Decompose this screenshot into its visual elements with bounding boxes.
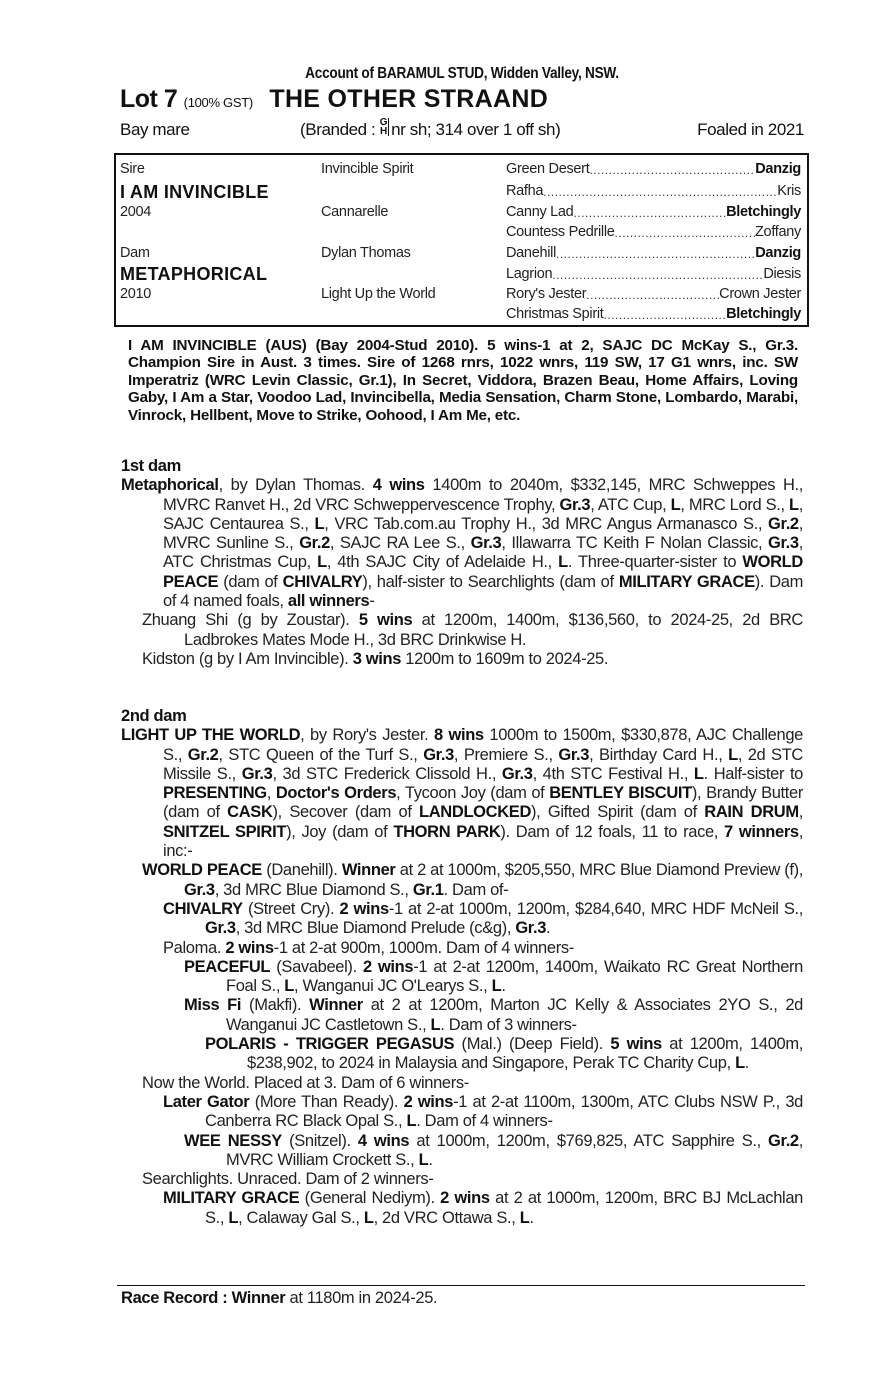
produce-entry: Later Gator (More Than Ready). 2 wins-1 at 2-at 1100m, 1300m, ATC Clubs NSW P., 3d Canberra RC Black Opal S., L. Dam of 4 winners- xyxy=(163,1092,803,1131)
sire-year: 2004 xyxy=(120,204,152,220)
vendor-account: Account of BARAMUL STUD, Widden Valley, NSW. xyxy=(305,65,619,82)
produce-entry: Miss Fi (Makfi). Winner at 2 at 1200m, Marton JC Kelly & Associates 2YO S., 2d Wanganui JC Castletown S., L. Dam of 3 winners- xyxy=(184,996,804,1034)
produce-entry: Now the World. Placed at 3. Dam of 6 winners- xyxy=(142,1073,469,1092)
second-dam-section xyxy=(121,707,803,1228)
produce-entry: LIGHT UP THE WORLD, by Rory's Jester. 8 wins 1000m to 1500m, $330,878, AJC Challenge S., Gr.2, STC Queen of the Turf S., Gr.3, Premiere S., Gr.3, Birthday Card H., L, 2d STC Missile S., Gr.3, 3d STC Frederick Clissold H., Gr.3, 4th STC Festival H., L. Half-sister to PRESENTING, Doctor's Orders, Tycoon Joy (dam of BENTLEY BISCUIT), Brandy Butter (dam of CASK), Secover (dam of LANDLOCKED), Gifted Spirit (dam of RAIN DRUM, SNITZEL SPIRIT), Joy (dam of THORN PARK). Dam of 12 foals, 11 to race, 7 winners, inc:- xyxy=(121,726,803,861)
pedigree-g3-row: Countess Pedrille ..... Zoffany xyxy=(506,224,801,242)
produce-entry: Zhuang Shi (g by Zoustar). 5 wins at 1200m, 1400m, $136,560, to 2024-25, 2d BRC Ladbrokes Mates Mode H., 3d BRC Drinkwise H. xyxy=(142,611,803,649)
divider xyxy=(117,1285,805,1286)
pedigree-g3-row: Danehill ..... Danzig xyxy=(506,245,801,263)
produce-entry: POLARIS - TRIGGER PEGASUS (Mal.) (Deep Field). 5 wins at 1200m, 1400m, $238,902, to 2024 in Malaysia and Singapore, Perak TC Charity Cup, L. xyxy=(205,1035,803,1073)
race-record xyxy=(121,1289,437,1308)
produce-entry: WORLD PEACE (Danehill). Winner at 2 at 1000m, $205,550, MRC Blue Diamond Preview (f), Gr.3, 3d MRC Blue Diamond S., Gr.1. Dam of- xyxy=(142,861,803,899)
sire-sire: Invincible Spirit xyxy=(321,161,414,177)
sire-label: Sire xyxy=(120,161,145,177)
sire-biography: I AM INVINCIBLE (AUS) (Bay 2004-Stud 2010). 5 wins-1 at 2, SAJC DC McKay S., Gr.3. Champion Sire in Aust. 3 times. Sire of 1268 rnrs, 1022 wnrs, 119 SW, 17 G1 wnrs, inc. SW Imperatriz (WRC Levin Classic, Gr.1), In Secret, Viddora, Brazen Beau, Home Affairs, Loving Gaby, I Am a Star, Voodoo Lad, Invincibella, Media Sensation, Charm Stone, Lombardo, Marabi, Vinrock, Hellbent, Move to Strike, Oohood, I Am Me, etc. xyxy=(128,337,798,424)
horse-name: THE OTHER STRAAND xyxy=(269,85,549,113)
catalogue-header xyxy=(120,64,804,144)
dam-dam: Light Up the World xyxy=(321,286,436,302)
lot-number: Lot 7 xyxy=(120,85,178,113)
produce-entry: Metaphorical, by Dylan Thomas. 4 wins 1400m to 2040m, $332,145, MRC Schweppes H., MVRC Ranvet H., 2d VRC Schweppervescence Trophy, Gr.3, ATC Cup, L, MRC Lord S., L, SAJC Centaurea S., L, VRC Tab.com.au Trophy H., 3d MRC Angus Armanasco S., Gr.2, MVRC Sunline S., Gr.2, SAJC RA Lee S., Gr.3, Illawarra TC Keith F Nolan Classic, Gr.3, ATC Christmas Cup, L, 4th SAJC City of Adelaide H., L. Three-quarter-sister to WORLD PEACE (dam of CHIVALRY), half-sister to Searchlights (dam of MILITARY GRACE). Dam of 4 named foals, all winners- xyxy=(121,476,804,611)
dam-sire: Dylan Thomas xyxy=(321,245,411,261)
dam-name: METAPHORICAL xyxy=(120,264,268,284)
race-record-text: at 1180m in 2024-25. xyxy=(285,1289,438,1307)
pedigree-g3-row: Rafha ..... Kris xyxy=(506,183,801,201)
lot-title-line xyxy=(120,84,804,114)
pedigree-g3-row: Canny Lad ..... Bletchingly xyxy=(506,204,801,222)
produce-entry: Kidston (g by I Am Invincible). 3 wins 1200m to 1609m to 2024-25. xyxy=(142,649,609,668)
pedigree-g3-row: Lagrion ..... Diesis xyxy=(506,266,801,284)
produce-entry: Searchlights. Unraced. Dam of 2 winners- xyxy=(142,1170,434,1189)
second-dam-heading: 2nd dam xyxy=(121,707,187,725)
produce-entry: WEE NESSY (Snitzel). 4 wins at 1000m, 1200m, $769,825, ATC Sapphire S., Gr.2, MVRC William Crockett S., L. xyxy=(184,1131,803,1169)
first-dam-heading: 1st dam xyxy=(121,457,181,475)
first-dam-section xyxy=(121,457,803,669)
race-record-label: Race Record : Winner xyxy=(121,1289,286,1307)
pedigree-g3-row: Rory's Jester ..... Crown Jester xyxy=(506,286,801,304)
produce-entry: PEACEFUL (Savabeel). 2 wins-1 at 2-at 1200m, 1400m, Waikato RC Great Northern Foal S., L, Wanganui JC O'Learys S., L. xyxy=(184,957,803,996)
dam-label: Dam xyxy=(120,245,150,261)
info-line xyxy=(120,114,804,144)
brand-mark-icon: G H xyxy=(379,117,388,137)
sire-dam: Cannarelle xyxy=(321,204,389,220)
produce-entry: CHIVALRY (Street Cry). 2 wins-1 at 2-at 1000m, 1200m, $284,640, MRC HDF McNeil S., Gr.3, 3d MRC Blue Diamond Prelude (c&g), Gr.3. xyxy=(163,899,803,938)
gst-note: (100% GST) xyxy=(183,95,253,110)
foaled-year: Foaled in 2021 xyxy=(697,120,804,139)
brand-description: (Branded : G H nr sh; 314 over 1 off sh) xyxy=(300,117,561,139)
produce-entry: MILITARY GRACE (General Nediym). 2 wins at 2 at 1000m, 1200m, BRC BJ McLachlan S., L, Calaway Gal S., L, 2d VRC Ottawa S., L. xyxy=(163,1189,804,1227)
pedigree-table xyxy=(114,153,809,327)
produce-entry: Paloma. 2 wins-1 at 2-at 900m, 1000m. Dam of 4 winners- xyxy=(163,938,574,957)
sex-colour: Bay mare xyxy=(120,120,190,139)
dam-year: 2010 xyxy=(120,286,152,302)
second-dam-entries xyxy=(121,726,803,1228)
sire-name: I AM INVINCIBLE xyxy=(120,182,269,202)
first-dam-entries xyxy=(121,476,803,669)
pedigree-g3-row: Christmas Spirit ..... Bletchingly xyxy=(506,306,801,324)
pedigree-g3-row: Green Desert ..... Danzig xyxy=(506,161,801,179)
